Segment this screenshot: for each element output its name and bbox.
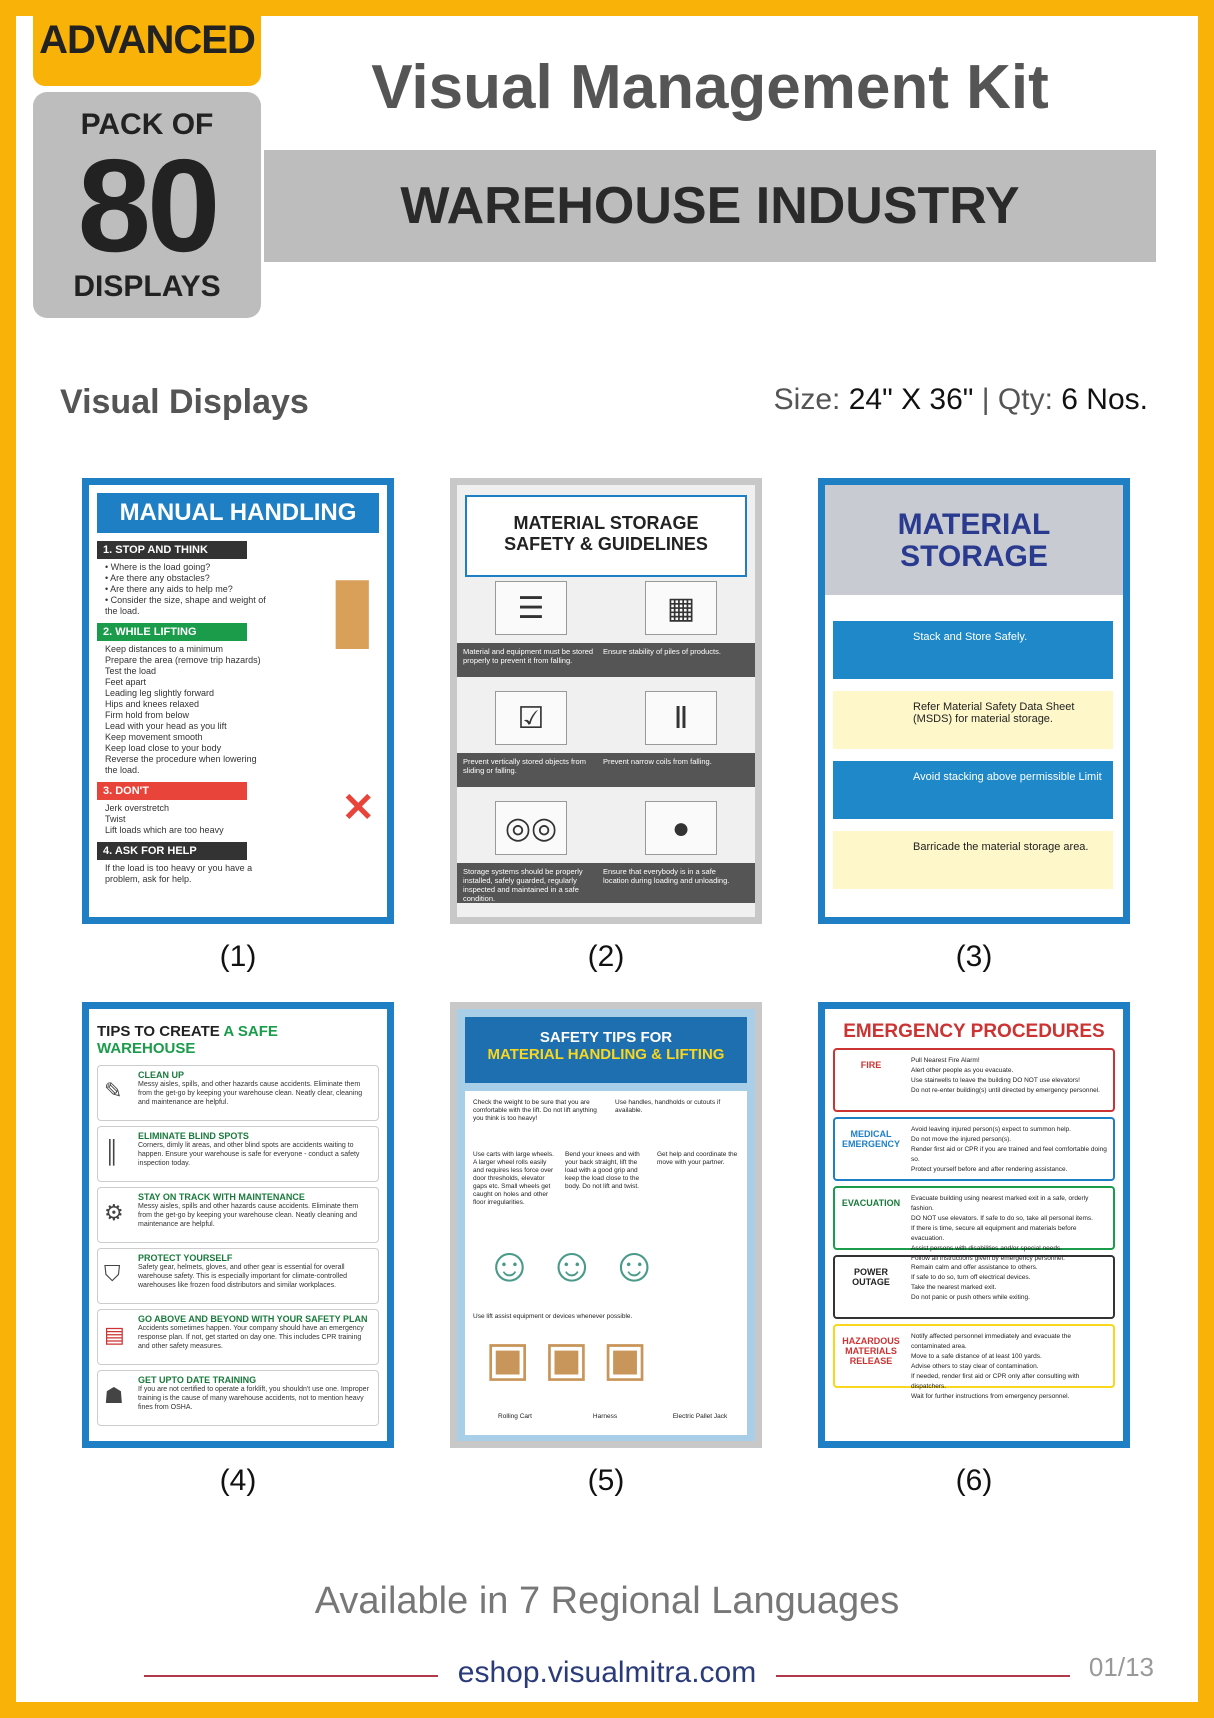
poster-subtitle: SAFETY & GUIDELINES — [504, 534, 708, 554]
storage-row — [833, 831, 1113, 889]
poster-line: Hips and knees relaxed — [105, 699, 200, 709]
procedure-block — [833, 1048, 1115, 1112]
poster-line: • Are there any obstacles? — [105, 573, 210, 583]
procedure-line: Protect yourself before and after rendering assistance. — [911, 1166, 1068, 1173]
tip-item — [97, 1248, 379, 1304]
separator: | — [981, 383, 990, 416]
procedure-line: Wait for further instructions from emergency personnel. — [911, 1393, 1070, 1400]
tip-heading: STAY ON TRACK WITH MAINTENANCE — [138, 1192, 305, 1202]
section-title: Visual Displays — [60, 383, 309, 421]
procedure-line: Evacuate building using nearest marked exit in a safe, orderly fashion. — [911, 1195, 1089, 1212]
storage-row — [833, 761, 1113, 819]
poster-caption: (4) — [219, 1464, 257, 1497]
tip-item — [97, 1370, 379, 1426]
tip-text: Accidents sometimes happen. Your company should have an emergency response plan. If not, get started on day one. This includes CPR training and other safety measures. — [138, 1325, 364, 1350]
procedure-block — [833, 1324, 1115, 1400]
guideline-bar — [457, 863, 755, 903]
page-number: 01/13 — [1088, 1652, 1154, 1682]
poster-line: Lead with your head as you lift — [105, 721, 227, 731]
poster-safety-tips-lifting — [450, 1002, 762, 1448]
tip-heading: CLEAN UP — [138, 1070, 185, 1080]
procedure-line: If safe to do so, turn off electrical devices. — [911, 1274, 1031, 1281]
procedure-line: Move to a safe distance of at least 100 yards. — [911, 1353, 1042, 1360]
step-text: Check the weight to be sure that you are comfortable with the lift. Do not lift anything you think is too heavy! — [473, 1099, 597, 1122]
procedure-line: Follow all instructions given by emergency personnel. — [911, 1255, 1065, 1262]
tip-heading: GO ABOVE AND BEYOND WITH YOUR SAFETY PLAN — [138, 1314, 368, 1324]
step-text: Bend your knees and with your back straight, lift the load with a good grip and keep the load close to the body. Do not lift and twist. — [565, 1151, 640, 1190]
store-link[interactable] — [0, 1656, 1214, 1690]
poster-header — [465, 495, 747, 577]
poster-line: Keep load close to your body — [105, 743, 222, 753]
poster-line: • Where is the load going? — [105, 562, 211, 572]
guideline-bar — [457, 643, 755, 677]
poster-line: • Are there any aids to help me? — [105, 584, 233, 594]
tip-text: Corners, dimly lit areas, and other blind spots are accidents waiting to happen. Ensure your warehouse is safe for everyone - conduct a safety inspection today. — [138, 1142, 360, 1167]
equipment-label: Rolling Cart — [498, 1413, 532, 1420]
tip-item — [97, 1309, 379, 1365]
tip-heading: GET UPTO DATE TRAINING — [138, 1375, 257, 1385]
pack-badge — [33, 92, 261, 318]
poster-line: Lift loads which are too heavy — [105, 825, 224, 835]
worker-cart-icon: ▮ — [327, 558, 377, 658]
storage-row-text: Barricade the material storage area. — [913, 841, 1089, 853]
poster-line: Reverse the procedure when lowering the load. — [105, 754, 257, 775]
pack-number: 80 — [77, 132, 217, 279]
procedure-line: DO NOT use elevators. If safe to do so, take all personal items. — [911, 1215, 1093, 1222]
industry-band: WAREHOUSE INDUSTRY — [264, 150, 1156, 262]
procedure-label: EVACUATION — [841, 1198, 901, 1208]
rack-icon: ☰ — [495, 581, 567, 635]
tip-item — [97, 1187, 379, 1243]
tip-item — [97, 1065, 379, 1121]
storage-row-text: Avoid stacking above permissible Limit — [913, 771, 1102, 783]
poster-title — [97, 1023, 379, 1057]
procedure-line: Assist persons with disabilities and/or special needs. — [911, 1245, 1063, 1252]
procedure-block — [833, 1117, 1115, 1181]
procedure-label: FIRE — [860, 1060, 882, 1070]
clipboard-icon: ☑ — [495, 691, 567, 745]
poster-title: EMERGENCY PROCEDURES — [843, 1021, 1105, 1042]
procedure-line: Do not move the injured person(s). — [911, 1136, 1012, 1143]
footer-rule-right — [776, 1675, 1070, 1677]
poster-title: MANUAL HANDLING — [97, 493, 379, 533]
poster-title: MATERIAL STORAGE — [513, 513, 699, 533]
poster-emergency-procedures — [818, 1002, 1130, 1448]
poster-body — [465, 1091, 747, 1435]
size-label: Size: — [773, 383, 841, 416]
guideline-text: Ensure stability of piles of products. — [603, 647, 721, 656]
poster-line: If the load is too heavy or you have a problem, ask for help. — [105, 863, 253, 884]
poster-header — [825, 485, 1123, 595]
ladder-icon: Ⅱ — [645, 691, 717, 745]
equipment-icon: ▣ ▣ ▣ — [485, 1333, 648, 1386]
gear-icon: ⚙ — [104, 1200, 124, 1225]
size-qty — [774, 383, 1148, 417]
poster-section: 1. STOP AND THINK — [97, 541, 247, 559]
procedure-label: HAZARDOUS MATERIALS RELEASE — [842, 1336, 900, 1366]
equipment-label: Electric Pallet Jack — [672, 1413, 728, 1420]
tip-item — [97, 1126, 379, 1182]
poster-line: Feet apart — [105, 677, 147, 687]
languages-note: Available in 7 Regional Languages — [314, 1580, 900, 1622]
coils-icon: ◎◎ — [495, 801, 567, 855]
shield-icon: ⛉ — [104, 1261, 121, 1286]
guideline-text: Ensure that everybody is in a safe location during loading and unloading. — [603, 867, 730, 885]
poster-line: Jerk overstretch — [105, 803, 170, 813]
poster-caption: (3) — [955, 940, 993, 973]
storage-row — [833, 621, 1113, 679]
poster-manual-handling — [82, 478, 394, 924]
store-link-text[interactable]: eshop.visualmitra.com — [457, 1656, 757, 1689]
poster-section: 3. DON'T — [97, 782, 247, 800]
poster-line: Test the load — [105, 666, 157, 676]
step-text: Get help and coordinate the move with your partner. — [657, 1151, 738, 1166]
poster-line: Prepare the area (remove trip hazards) — [105, 655, 261, 665]
guideline-text: Material and equipment must be stored properly to prevent it from falling. — [463, 647, 594, 665]
procedure-line: Render first aid or CPR if you are trained and feel comfortable doing so. — [911, 1146, 1107, 1163]
tip-text: Safety gear, helmets, gloves, and other gear is essential for overall warehouse safety. This is especially important for climate-controlled warehouses like frozen food distributors and similar workplaces. — [138, 1264, 348, 1289]
lifting-figures-icon: ☺ ☺ ☺ — [485, 1239, 659, 1292]
qty-label: Qty: — [997, 383, 1053, 416]
procedure-line: Remain calm and offer assistance to others. — [911, 1264, 1038, 1271]
procedure-label: MEDICAL EMERGENCY — [841, 1129, 900, 1149]
poster-caption: (1) — [219, 940, 257, 973]
poster-line: Leading leg slightly forward — [105, 688, 215, 698]
procedure-line: Avoid leaving injured person(s) expect to summon help. — [911, 1126, 1071, 1133]
qty-value: 6 Nos. — [1061, 383, 1148, 416]
boxes-icon: ▦ — [645, 581, 717, 635]
poster-caption: (6) — [955, 1464, 993, 1497]
procedure-line: Notify affected personnel immediately and evacuate the contaminated area. — [911, 1333, 1071, 1350]
poster-material-storage — [818, 478, 1130, 924]
procedure-line: Take the nearest marked exit. — [911, 1284, 997, 1291]
lane-icon: ║ — [104, 1139, 120, 1164]
broom-icon: ✎ — [104, 1078, 123, 1103]
guideline-text: Prevent vertically stored objects from sliding or falling. — [463, 757, 586, 775]
page-title: Visual Management Kit — [371, 53, 1049, 122]
poster-line: Twist — [105, 814, 126, 824]
training-icon: ☗ — [104, 1383, 124, 1408]
tip-heading: PROTECT YOURSELF — [138, 1253, 233, 1263]
procedure-line: Do not re-enter building(s) until directed by emergency personnel. — [911, 1087, 1100, 1094]
procedure-line: Advise others to stay clear of contamination. — [911, 1363, 1039, 1370]
person-check-icon: ● — [645, 801, 717, 855]
poster-line: Keep distances to a minimum — [105, 644, 224, 654]
pack-bottom: DISPLAYS — [73, 270, 221, 303]
advanced-badge: ADVANCED — [33, 2, 261, 86]
poster-line: • Consider the size, shape and weight of the load. — [105, 595, 266, 616]
procedure-line: If there is time, secure all equipment and materials before evacuation. — [911, 1225, 1077, 1242]
poster-safe-warehouse — [82, 1002, 394, 1448]
procedure-line: Alert other people as you evacuate. — [911, 1067, 1014, 1074]
poster-title-part: TIPS TO CREATE — [97, 1023, 220, 1040]
guideline-text: Storage systems should be properly installed, safely guarded, regularly inspected and maintained in a safe condition. — [463, 867, 583, 903]
plan-icon: ▤ — [104, 1322, 125, 1347]
procedure-line: Pull Nearest Fire Alarm! — [911, 1057, 980, 1064]
tip-text: Messy aisles, spills and other hazards cause accidents. Eliminate them from the get-go by keeping your warehouse clean. Neatly cleaning and maintenance are helpful. — [138, 1203, 359, 1228]
poster-section: 2. WHILE LIFTING — [97, 623, 247, 641]
x-mark-icon: ✕ — [341, 786, 375, 830]
equipment-label: Harness — [592, 1413, 618, 1420]
poster-caption: (5) — [587, 1464, 625, 1497]
poster-line: Keep movement smooth — [105, 732, 203, 742]
procedure-label: POWER OUTAGE — [852, 1267, 890, 1287]
procedure-block — [833, 1186, 1115, 1262]
procedure-line: Use stairwells to leave the building DO NOT use elevators! — [911, 1077, 1080, 1084]
poster-caption: (2) — [587, 940, 625, 973]
guideline-bar — [457, 753, 755, 787]
step-text: Use handles, handholds or cutouts if available. — [615, 1099, 721, 1114]
tip-heading: ELIMINATE BLIND SPOTS — [138, 1131, 249, 1141]
poster-line: Firm hold from below — [105, 710, 190, 720]
storage-row — [833, 691, 1113, 749]
poster-subtitle: MATERIAL HANDLING & LIFTING — [487, 1046, 725, 1063]
guideline-text: Prevent narrow coils from falling. — [603, 757, 712, 766]
step-text: Use lift assist equipment or devices whenever possible. — [473, 1313, 633, 1320]
poster-title: SAFETY TIPS FOR — [539, 1029, 673, 1046]
poster-section: 4. ASK FOR HELP — [97, 842, 247, 860]
pack-top: PACK OF — [80, 108, 214, 141]
procedure-line: Do not panic or push others while exiting. — [911, 1294, 1030, 1301]
poster-title-part: A SAFE WAREHOUSE — [97, 1023, 278, 1057]
size-value: 24" X 36" — [848, 383, 974, 416]
poster-material-storage-guidelines — [450, 478, 762, 924]
procedure-block — [833, 1255, 1115, 1319]
tip-text: If you are not certified to operate a forklift, you shouldn't use one. Improper training is the cause of many warehouse accidents, not to mention heavy fines from OSHA. — [138, 1386, 369, 1411]
procedure-line: If needed, render first aid or CPR only after consulting with dispatchers. — [911, 1373, 1080, 1390]
storage-row-text: Refer Material Safety Data Sheet (MSDS) for material storage. — [913, 701, 1075, 725]
poster-title: MATERIAL — [897, 508, 1051, 541]
step-text: Use carts with large wheels. A larger wheel rolls easily and requires less force over door thresholds, elevator gaps etc. Small wheels get caught on holes and other floor irregularities. — [473, 1151, 554, 1206]
poster-header — [465, 1017, 747, 1083]
storage-row-text: Stack and Store Safely. — [913, 631, 1028, 643]
tip-text: Messy aisles, spills, and other hazards cause accidents. Eliminate them from the get-go by keeping your warehouse clean. Neatly clear, cleaning and maintenance are helpful. — [138, 1081, 363, 1106]
poster-subtitle: STORAGE — [900, 540, 1048, 573]
